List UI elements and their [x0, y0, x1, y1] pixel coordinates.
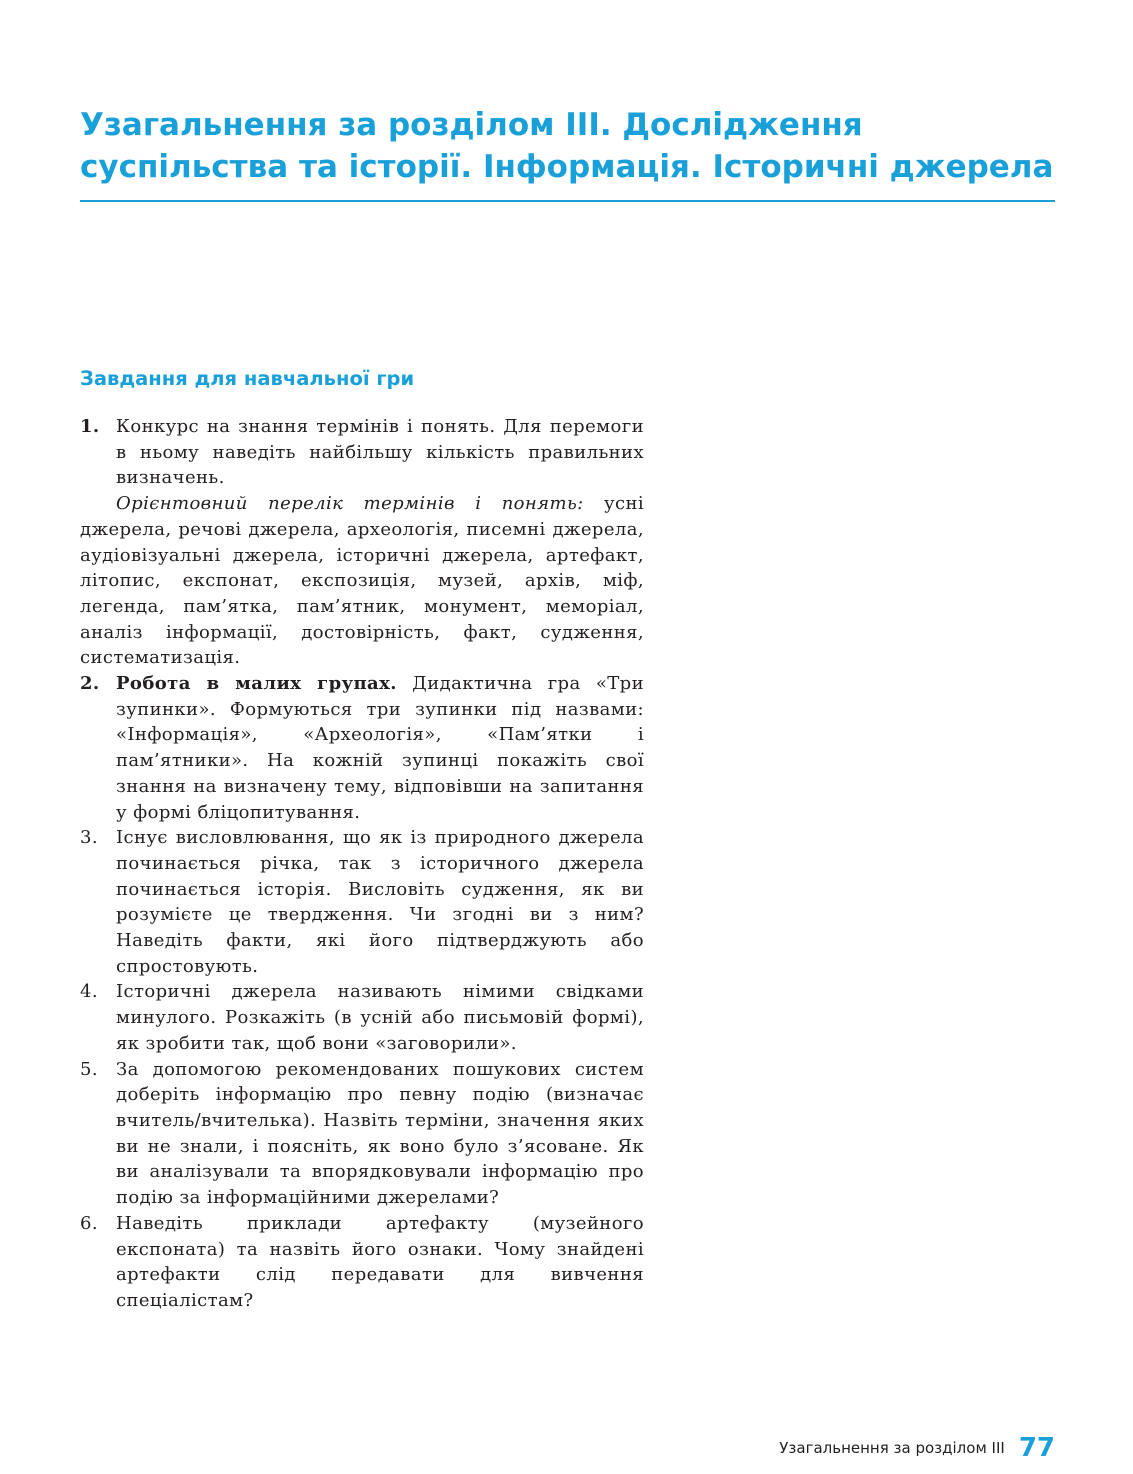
task-number: 3.: [80, 827, 98, 849]
page-footer: [779, 1428, 1055, 1468]
terms-list: [80, 491, 644, 671]
task-text: Існує висловлювання, що як із природного джерела починається річка, так з історичного джерела починається історія. Висловіть судження, як ви розумієте це твердження. Чи згодні ви з ним? Наведіть факти, які його підтверджують або спростовують.: [116, 827, 644, 977]
running-title: Узагальнення за розділом ІІІ: [779, 1439, 1005, 1457]
task-list: [80, 414, 644, 1314]
task-text: За допомогою рекомендованих пошукових систем доберіть інформацію про певну подію (визначає вчитель/вчителька). Назвіть терміни, значення яких ви не знали, і поясніть, як воно було з’ясоване. Як ви аналізували та впорядковували інформацію про подію за інформаційними джерелами?: [116, 1058, 644, 1209]
task-text: Дидактична гра «Три зупинки». Формуються три зупинки під назвами: «Інформація», «Археологія», «Пам’ятки і пам’ятники». На кожній зупинці покажіть свої знання на визначену тему, відповівши на запитання у формі бліцопитування.: [116, 673, 644, 823]
task-item-1: [80, 414, 644, 491]
task-item-4: [80, 979, 644, 1056]
page-number: 77: [1018, 1433, 1055, 1463]
section-heading: Завдання для навчальної гри: [80, 367, 415, 390]
terms-list-text: усні джерела, речові джерела, археологія, писемні джерела, аудіовізуальні джерела, історичні джерела, артефакт, літопис, експонат, експозиція, музей, архів, міф, легенда, пам’ятка, пам’ятник, монумент, меморіал, аналіз інформації, достовірність, факт, судження, систематизація.: [80, 493, 645, 669]
task-text: Конкурс на знання термінів і понять. Для перемоги в ньому наведіть найбільшу кількість правильних визначень.: [116, 416, 644, 489]
task-text: Наведіть приклади артефакту (музейного експоната) та назвіть його ознаки. Чому знайдені артефакти слід передавати для вивчення спеціалістам?: [116, 1212, 644, 1311]
title-divider: [80, 200, 1055, 202]
task-item-6: [80, 1211, 644, 1314]
page-title: Узагальнення за розділом ІІІ. Дослідження суспільства та історії. Інформація. Історичні джерела: [80, 107, 1054, 185]
task-item-5: [80, 1057, 644, 1211]
terms-list-lead: Орієнтовний перелік термінів і понять:: [116, 493, 584, 515]
task-number: 5.: [80, 1058, 98, 1080]
task-item-2: [80, 671, 644, 825]
task-number: 2.: [80, 673, 100, 695]
task-number: 1.: [80, 416, 100, 437]
task-number: 4.: [80, 981, 98, 1003]
task-item-3: [80, 825, 644, 979]
task-bold-lead: Робота в малих групах.: [116, 673, 397, 695]
task-text: Історичні джерела називають німими свідками минулого. Розкажіть (в усній або письмовій формі), як зробити так, щоб вони «заговорили».: [116, 981, 644, 1054]
task-number: 6.: [80, 1212, 98, 1234]
